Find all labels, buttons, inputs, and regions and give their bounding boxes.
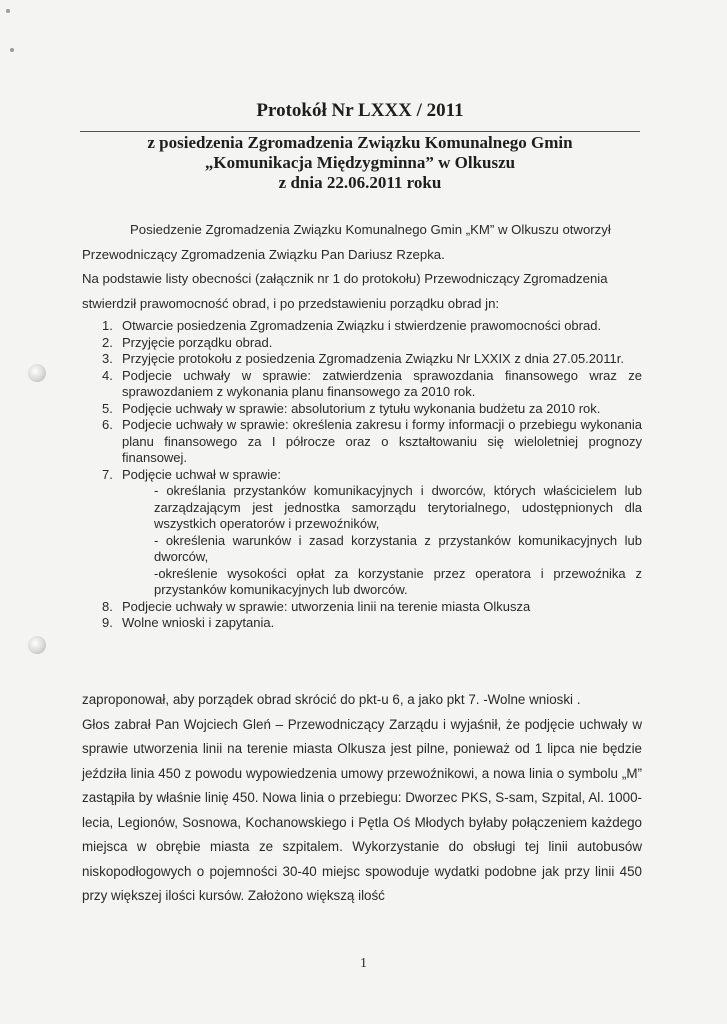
agenda-subitems (122, 483, 642, 599)
agenda-item: 5. Podjęcie uchwały w sprawie: absolutorium z tytułu wykonania budżetu za 2010 rok. (102, 400, 601, 416)
agenda-subitem: - określania przystanków komunikacyjnych i dworców, których właścicielem lub zarządzającym jest jednostka samorządu terytorialnego, udostępnionych dla wszystkich operatorów i przewoźników, (154, 483, 642, 531)
agenda-item: 9. Wolne wnioski i zapytania. (102, 615, 275, 630)
heading-line-2: „Komunikacja Międzygminna” w Olkuszu (204, 153, 516, 172)
punch-hole (28, 364, 46, 382)
scan-speck (6, 9, 10, 13)
body-paragraph-statement: Głos zabrał Pan Wojciech Gleń – Przewodniczący Zarządu i wyjaśnił, że podjęcie uchwały w sprawie utworzenia linii na terenie miasta Olkusza jest pilne, ponieważ od 1 lipca nie będzie jeździła linia 450 z powodu wypowiedzenia umowy przewoźnikowi, a nowa linia o symbolu „M” zastąpiła by właśnie linię 450. Nowa linia o przebiegu: Dworzec PKS, S-sam, Szpital, Al. 1000-lecia, Legionów, Sosnowa, Kochanowskiego i Pętla Oś Młodych byłaby połączeniem każdego miejsca w obrębie miasta ze szpitalem. Wykorzystanie do obsługi tej linii autobusów niskopodłogowych o pojemności 30-40 miejsc spowoduje wydatki podobne jak przy linii 450 przy większej ilości kursów. Założono większą ilość (82, 716, 642, 903)
agenda-subitem: - określenia warunków i zasad korzystania z przystanków komunikacyjnych lub dworców, (154, 532, 642, 564)
agenda-item: 4. Podjecie uchwały w sprawie: zatwierdzenia sprawozdania finansowego wraz ze sprawozdaniem z wykonania planu finansowego za 2010 rok. (102, 367, 642, 399)
intro-paragraph-2: Na podstawie listy obecności (załącznik nr 1 do protokołu) Przewodniczący Zgromadzenia stwierdził prawomocność obrad, i po przedstawieniu porządku obrad jn: (82, 271, 608, 311)
agenda-item: 6. Podjecie uchwały w sprawie: określenia zakresu i formy informacji o przebiegu wykonania planu finansowego za I półrocze oraz o kształtowaniu się wieloletniej prognozy finansowej. (102, 417, 642, 465)
heading-line-1: z posiedzenia Zgromadzenia Związku Komunalnego Gmin (147, 133, 573, 152)
body-text (82, 688, 642, 909)
agenda-item: 8. Podjecie uchwały w sprawie: utworzenia linii na terenie miasta Olkusza (102, 598, 531, 614)
title-underline (80, 131, 640, 132)
scan-speck (10, 48, 14, 52)
punch-hole (28, 636, 46, 654)
agenda-item: 3. Przyjęcie protokołu z posiedzenia Zgromadzenia Związku Nr LXXIX z dnia 27.05.2011r. (102, 351, 624, 366)
agenda-item: 2. Przyjęcie porządku obrad. (102, 334, 273, 350)
agenda-subitem: -określenie wysokości opłat za korzystanie przez operatora i przewoźnika z przystanków komunikacyjnych lub dworców. (154, 565, 642, 597)
agenda-list (82, 318, 642, 632)
intro-paragraph-1: Posiedzenie Zgromadzenia Związku Komunalnego Gmin „KM” w Olkuszu otworzył Przewodniczący Zgromadzenia Związku Pan Dariusz Rzepka. (82, 222, 611, 262)
agenda-item: 1. Otwarcie posiedzenia Zgromadzenia Związku i stwierdzenie prawomocności obrad. (102, 318, 602, 333)
body-paragraph-proposal: zaproponował, aby porządek obrad skrócić do pkt-u 6, a jako pkt 7. -Wolne wnioski . (82, 692, 581, 707)
heading-date: z dnia 22.06.2011 roku (278, 173, 442, 192)
protocol-title: Protokół Nr LXXX / 2011 (256, 100, 464, 121)
page-number: 1 (360, 956, 367, 971)
agenda-item: 7. Podjęcie uchwał w sprawie: - określania przystanków komunikacyjnych i dworców, których właścicielem lub zarządzającym jest jednostka samorządu terytorialnego, udostępnionych dla wszystkich operatorów i przewoźników, - określenia warunków i zasad korzystania z przystanków komunikacyjnych lub dworców, -określenie wysokości opłat za korzystanie przez operatora i przewoźnika z przystanków komunikacyjnych lub dworców. (102, 466, 642, 597)
